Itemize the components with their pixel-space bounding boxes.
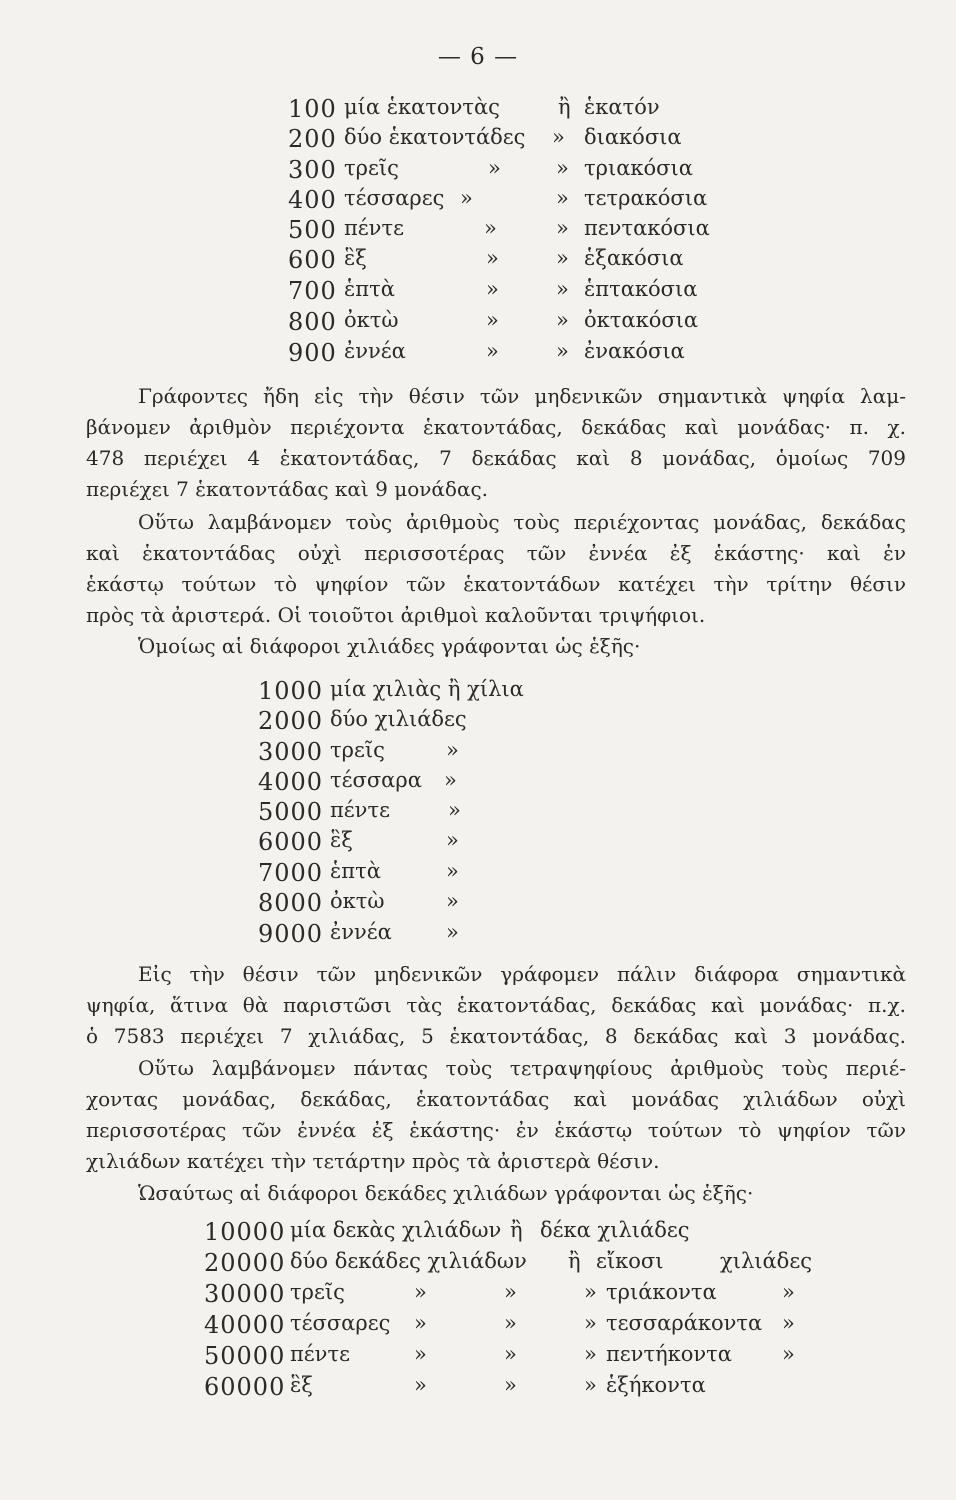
number: 4000: [258, 768, 324, 796]
text-line: χιλιάδων κατέχει τὴν τετάρτην πρὸς τὰ ἀριστερὰ θέσιν.: [86, 1149, 660, 1173]
word: ἐννέα: [330, 920, 392, 944]
ditto: »: [448, 798, 461, 822]
number: 3000: [258, 738, 324, 766]
number: 800: [288, 308, 337, 336]
number: 200: [288, 125, 337, 153]
table-row: [0, 216, 956, 246]
paragraph-4: [86, 962, 906, 1055]
word: ἓξ: [330, 828, 353, 852]
word: τέσσαρες: [344, 186, 445, 210]
number: 1000: [258, 677, 324, 705]
numeral-name: τετρακόσια: [584, 186, 708, 210]
table-row: [0, 186, 956, 216]
text-line: περισσοτέρας τῶν ἐννέα ἐξ ἑκάστης· ἐν ἑκάστῳ τούτων τὸ ψηφίον τῶν: [86, 1118, 906, 1142]
table-row: [0, 1218, 956, 1248]
numeral-name: διακόσια: [584, 125, 682, 149]
table-row: [0, 828, 956, 858]
numeral-name: πεντήκοντα: [606, 1342, 732, 1366]
word: δύο ἑκατοντάδες: [344, 125, 526, 149]
number: 300: [288, 156, 337, 184]
number: 600: [288, 246, 337, 274]
table-row: [0, 1249, 956, 1279]
ditto: »: [584, 1311, 597, 1335]
text-line: Οὕτω λαμβάνομεν πάντας τοὺς τετραψηφίους ἀριθμοὺς τοὺς περιέ-: [138, 1056, 906, 1080]
word: ἑπτὰ: [330, 859, 381, 883]
ditto: »: [460, 186, 473, 210]
conjunction: »: [556, 186, 569, 210]
table-row: [0, 920, 956, 950]
numeral-name: ἑξακόσια: [584, 246, 684, 270]
number: 400: [288, 186, 337, 214]
word: μία δεκὰς χιλιάδων: [290, 1218, 502, 1242]
word: τέσσαρες: [290, 1311, 391, 1335]
word: τρεῖς: [330, 738, 385, 762]
ditto: »: [584, 1342, 597, 1366]
table-row: [0, 246, 956, 276]
ditto: »: [446, 920, 459, 944]
ditto: »: [446, 889, 459, 913]
conjunction: ἢ: [568, 1249, 581, 1273]
paragraph-5: [86, 1056, 906, 1180]
paragraph-6: [86, 1181, 906, 1212]
number: 8000: [258, 889, 324, 917]
text-line: Γράφοντες ἤδη εἰς τὴν θέσιν τῶν μηδενικῶν σημαντικὰ ψηφία λαμ-: [138, 384, 906, 408]
text-line: περιέχει 7 ἑκατοντάδας καὶ 9 μονάδας.: [86, 477, 489, 501]
ditto: »: [486, 308, 499, 332]
word: μία χιλιὰς ἢ χίλια: [330, 677, 524, 701]
conjunction: »: [556, 156, 569, 180]
number: 6000: [258, 828, 324, 856]
conjunction: »: [556, 308, 569, 332]
ditto: »: [414, 1311, 427, 1335]
ditto: »: [446, 828, 459, 852]
ditto: »: [484, 216, 497, 240]
paragraph-2: [86, 510, 906, 634]
ditto: »: [504, 1342, 517, 1366]
table-row: [0, 889, 956, 919]
word: πέντε: [290, 1342, 350, 1366]
ditto: »: [414, 1342, 427, 1366]
numeral-name: δέκα χιλιάδες: [540, 1218, 690, 1242]
number: 7000: [258, 859, 324, 887]
word: ἐννέα: [344, 339, 406, 363]
word: ὀκτὼ: [330, 889, 385, 913]
number: 100: [288, 95, 337, 123]
table-row: [0, 277, 956, 307]
word: ἓξ: [344, 246, 367, 270]
word: ὀκτὼ: [344, 308, 399, 332]
number: 60000: [204, 1373, 286, 1401]
word: ἓξ: [290, 1373, 313, 1397]
numeral-name: πεντακόσια: [584, 216, 710, 240]
ditto: »: [486, 277, 499, 301]
ditto: »: [486, 246, 499, 270]
conjunction: »: [552, 125, 565, 149]
table-row: [0, 768, 956, 798]
page-number: — 6 —: [437, 44, 519, 70]
number: 50000: [204, 1342, 286, 1370]
table-row: [0, 156, 956, 186]
conjunction: »: [556, 277, 569, 301]
ditto: »: [584, 1373, 597, 1397]
word: πέντε: [344, 216, 404, 240]
numeral-name: ἐνακόσια: [584, 339, 685, 363]
word: ἑπτὰ: [344, 277, 395, 301]
word: δύο δεκάδες χιλιάδων: [290, 1249, 527, 1273]
paragraph-1: [86, 384, 906, 508]
number: 900: [288, 339, 337, 367]
text-line: Εἰς τὴν θέσιν τῶν μηδενικῶν γράφομεν πάλιν διάφορα σημαντικὰ: [138, 962, 906, 986]
ditto: »: [584, 1280, 597, 1304]
table-row: [0, 308, 956, 338]
number: 5000: [258, 798, 324, 826]
number: 2000: [258, 707, 324, 735]
table-row: [0, 677, 956, 707]
text-line: ψηφία, ἅτινα θὰ παριστῶσι τὰς ἑκατοντάδας, δεκάδας καὶ μονάδας· π.χ.: [86, 993, 906, 1017]
text-line: Ὁμοίως αἱ διάφοροι χιλιάδες γράφονται ὡς ἑξῆς·: [138, 634, 641, 658]
numeral-name: τριακόσια: [584, 156, 693, 180]
table-row: [0, 339, 956, 369]
ditto: »: [488, 156, 501, 180]
text-line: Ὡσαύτως αἱ διάφοροι δεκάδες χιλιάδων γράφονται ὡς ἑξῆς·: [138, 1181, 754, 1205]
word: πέντε: [330, 798, 390, 822]
table-row: [0, 707, 956, 737]
number: 9000: [258, 920, 324, 948]
text-line: ἑκάστῳ τούτων τὸ ψηφίον τῶν ἑκατοντάδων κατέχει τὴν τρίτην θέσιν: [86, 572, 906, 596]
tail: »: [782, 1342, 795, 1366]
text-line: βάνομεν ἀριθμὸν περιέχοντα ἑκατοντάδας, δεκάδας καὶ μονάδας· π. χ.: [86, 415, 906, 439]
table-row: [0, 1373, 956, 1403]
numeral-name: ἑπτακόσια: [584, 277, 698, 301]
ditto: »: [414, 1280, 427, 1304]
conjunction: »: [556, 246, 569, 270]
conjunction: »: [556, 339, 569, 363]
number: 500: [288, 216, 337, 244]
word: τέσσαρα: [330, 768, 422, 792]
numeral-name: εἴκοσι: [596, 1249, 664, 1273]
text-line: ὁ 7583 περιέχει 7 χιλιάδας, 5 ἑκατοντάδας, 8 δεκάδας καὶ 3 μονάδας.: [86, 1024, 906, 1048]
table-row: [0, 95, 956, 125]
tail: »: [782, 1311, 795, 1335]
table-row: [0, 798, 956, 828]
conjunction: ἢ: [558, 95, 571, 119]
number: 30000: [204, 1280, 286, 1308]
word: δύο χιλιάδες: [330, 707, 467, 731]
ditto: »: [486, 339, 499, 363]
number: 10000: [204, 1218, 286, 1246]
numeral-name: ἑκατόν: [584, 95, 660, 119]
table-row: [0, 859, 956, 889]
table-row: [0, 1311, 956, 1341]
number: 20000: [204, 1249, 286, 1277]
table-row: [0, 738, 956, 768]
table-row: [0, 1342, 956, 1372]
numeral-name: ἑξήκοντα: [606, 1373, 706, 1397]
numeral-name: τεσσαράκοντα: [606, 1311, 763, 1335]
text-line: Οὕτω λαμβάνομεν τοὺς ἀριθμοὺς τοὺς περιέχοντας μονάδας, δεκάδας: [138, 510, 906, 534]
conjunction: »: [556, 216, 569, 240]
conjunction: ἢ: [510, 1218, 523, 1242]
tail: χιλιάδες: [720, 1249, 812, 1273]
tail: »: [782, 1280, 795, 1304]
ditto: »: [446, 738, 459, 762]
numeral-name: τριάκοντα: [606, 1280, 717, 1304]
number: 700: [288, 277, 337, 305]
numeral-name: ὀκτακόσια: [584, 308, 699, 332]
text-line: πρὸς τὰ ἀριστερά. Οἱ τοιοῦτοι ἀριθμοὶ καλοῦνται τριψήφιοι.: [86, 603, 706, 627]
ditto: »: [446, 859, 459, 883]
ditto: »: [444, 768, 457, 792]
text-line: 478 περιέχει 4 ἑκατοντάδας, 7 δεκάδας καὶ 8 μονάδας, ὁμοίως 709: [86, 446, 906, 470]
word: τρεῖς: [290, 1280, 345, 1304]
ditto: »: [414, 1373, 427, 1397]
number: 40000: [204, 1311, 286, 1339]
text-line: χοντας μονάδας, δεκάδας, ἑκατοντάδας καὶ μονάδας χιλιάδων οὐχὶ: [86, 1087, 906, 1111]
table-row: [0, 125, 956, 155]
paragraph-3: [86, 634, 906, 665]
table-row: [0, 1280, 956, 1310]
word: τρεῖς: [344, 156, 399, 180]
text-line: καὶ ἑκατοντάδας οὐχὶ περισσοτέρας τῶν ἐννέα ἐξ ἑκάστης· καὶ ἐν: [86, 541, 906, 565]
ditto: »: [504, 1373, 517, 1397]
word: μία ἑκατοντὰς: [344, 95, 500, 119]
ditto: »: [504, 1311, 517, 1335]
ditto: »: [504, 1280, 517, 1304]
